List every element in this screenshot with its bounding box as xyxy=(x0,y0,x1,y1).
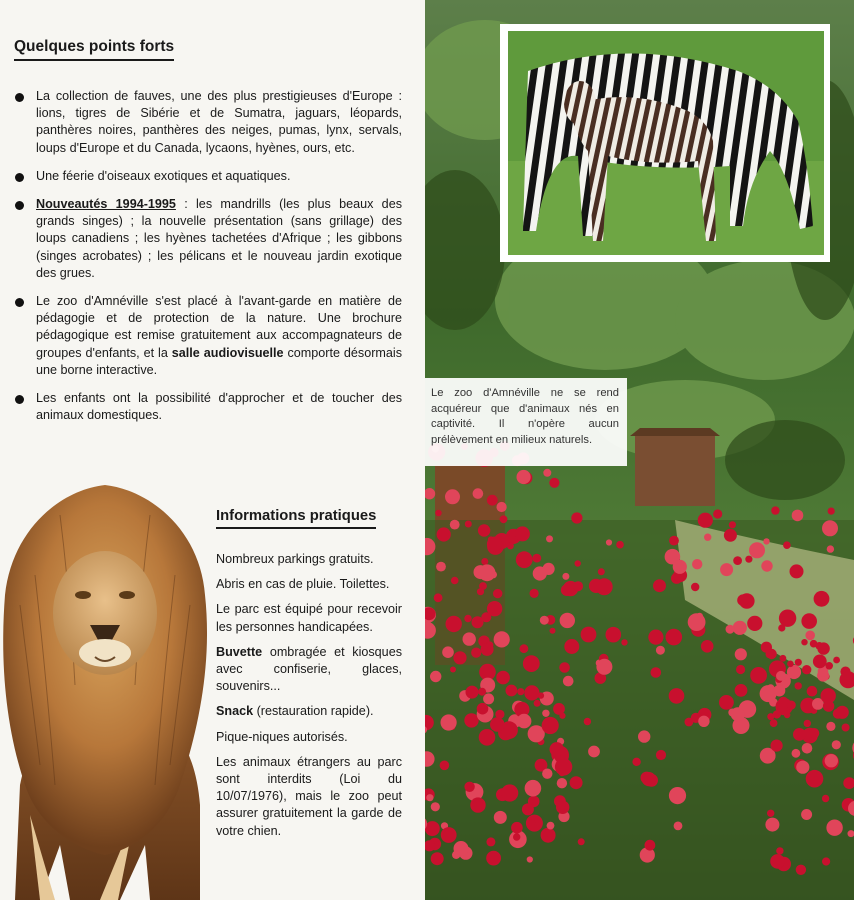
flower-blossom xyxy=(446,616,462,632)
flower-blossom xyxy=(588,746,600,758)
flower-blossom xyxy=(553,703,565,715)
flower-blossom xyxy=(547,831,554,838)
flower-blossom xyxy=(598,568,605,575)
flower-blossom xyxy=(425,821,440,836)
flower-blossom xyxy=(497,502,507,512)
flower-blossom xyxy=(511,822,523,834)
text-panel xyxy=(0,0,425,900)
flower-blossom xyxy=(513,833,520,840)
flower-blossom xyxy=(546,535,553,542)
flower-blossom xyxy=(464,782,474,792)
flower-blossom xyxy=(527,856,533,862)
flower-blossom xyxy=(704,534,711,541)
flower-blossom xyxy=(487,495,498,506)
flower-blossom xyxy=(669,688,685,704)
flower-blossom xyxy=(581,627,597,643)
flower-blossom xyxy=(550,628,556,634)
flower-blossom xyxy=(795,682,802,689)
flower-blossom xyxy=(792,510,804,522)
flower-blossom xyxy=(434,593,443,602)
flower-blossom xyxy=(578,838,585,845)
flower-blossom xyxy=(559,662,570,673)
lion-image xyxy=(0,485,215,900)
zebra-image xyxy=(508,31,824,255)
flower-blossom xyxy=(606,627,622,643)
flower-blossom xyxy=(549,478,559,488)
flower-blossom xyxy=(760,685,777,702)
flower-blossom xyxy=(713,509,722,518)
info-title: Informations pratiques xyxy=(216,508,376,529)
flower-blossom xyxy=(632,758,640,766)
flower-blossom xyxy=(771,740,783,752)
flower-blossom xyxy=(787,701,796,710)
flower-blossom xyxy=(749,542,765,558)
flower-blossom xyxy=(506,685,518,697)
flower-blossom xyxy=(767,810,774,817)
flower-blossom xyxy=(463,632,476,645)
highlights-list xyxy=(14,88,402,435)
flower-blossom xyxy=(642,772,656,786)
flower-blossom xyxy=(522,803,534,815)
flower-blossom xyxy=(450,520,460,530)
flower-blossom xyxy=(534,700,541,707)
flower-blossom xyxy=(431,852,444,865)
flower-blossom xyxy=(562,573,569,580)
flower-blossom xyxy=(770,854,785,869)
flower-blossom xyxy=(692,559,702,569)
flower-blossom xyxy=(486,837,495,846)
flower-blossom xyxy=(801,639,807,645)
flower-blossom xyxy=(813,655,827,669)
flower-blossom xyxy=(796,761,809,774)
flower-blossom xyxy=(766,649,776,659)
flower-blossom xyxy=(453,651,466,664)
flower-blossom xyxy=(441,714,457,730)
flower-blossom xyxy=(656,750,666,760)
flower-blossom xyxy=(648,630,663,645)
flower-blossom xyxy=(750,667,767,684)
flower-blossom xyxy=(826,722,835,731)
flower-blossom xyxy=(832,740,841,749)
flower-blossom xyxy=(833,657,840,664)
flower-blossom xyxy=(666,629,683,646)
flower-blossom xyxy=(441,827,457,843)
flower-blossom xyxy=(573,581,583,591)
flower-blossom xyxy=(479,564,496,581)
flower-blossom xyxy=(517,470,531,484)
flower-blossom xyxy=(735,648,747,660)
flower-blossom xyxy=(736,665,745,674)
flower-blossom xyxy=(776,847,783,854)
flower-blossom xyxy=(653,579,666,592)
flower-blossom xyxy=(530,589,539,598)
flower-blossom xyxy=(792,749,801,758)
flower-blossom xyxy=(606,539,612,545)
list-item: Nouveautés 1994-1995 : les mandrills (les plus beaux des grands singes) ; la nouvelle présentation (sans grillage) des loups canadiens ; les hyènes tachetées d'Afrique ; les gibbons (singes acrobates) ; les pélicans et le nouveau jardin exotique des grues. xyxy=(14,196,402,282)
flower-blossom xyxy=(478,688,486,696)
flower-blossom xyxy=(494,631,510,647)
flower-blossom xyxy=(765,818,779,832)
flower-blossom xyxy=(767,713,774,720)
flower-blossom xyxy=(802,743,813,754)
flower-blossom xyxy=(487,537,502,552)
flower-blossom xyxy=(731,707,745,721)
flower-blossom xyxy=(698,513,713,528)
flower-blossom xyxy=(822,857,830,865)
flower-blossom xyxy=(575,560,581,566)
flower-blossom xyxy=(688,613,706,631)
flower-blossom xyxy=(471,648,481,658)
flower-blossom xyxy=(724,529,737,542)
info-block: Nombreux parkings gratuits. Abris en cas de pluie. Toilettes. Le parc est équipé pour recevoir les personnes handicapées. Buvette ombragée et kiosques avec confiserie, glaces, souvenirs... Snack (restauration rapide). Pique-niques autorisés. Les animaux étrangers au parc sont interdits (Loi du 10/07/1976), mais le zoo peut assurer gratuitement la garde de votre chien. xyxy=(216,552,402,838)
flower-blossom xyxy=(464,615,471,622)
flower-blossom xyxy=(517,688,524,695)
flower-blossom xyxy=(807,686,818,697)
flower-blossom xyxy=(561,584,573,596)
flower-blossom xyxy=(426,794,433,801)
flower-blossom xyxy=(804,720,811,727)
list-item: Une féerie d'oiseaux exotiques et aquatiques. xyxy=(14,168,402,185)
flower-blossom xyxy=(450,667,456,673)
flower-blossom xyxy=(801,809,812,820)
flower-blossom xyxy=(477,703,489,715)
flower-blossom xyxy=(559,770,565,776)
flower-blossom xyxy=(828,508,835,515)
flower-blossom xyxy=(669,536,679,546)
flower-blossom xyxy=(645,840,656,851)
flower-blossom xyxy=(500,515,508,523)
flower-blossom xyxy=(525,780,542,797)
flower-blossom xyxy=(822,520,838,536)
flower-blossom xyxy=(501,784,518,801)
flower-blossom xyxy=(493,589,502,598)
flower-blossom xyxy=(481,558,488,565)
flower-blossom xyxy=(776,671,786,681)
flower-blossom xyxy=(817,642,829,654)
flower-blossom xyxy=(737,594,749,606)
flower-blossom xyxy=(563,676,574,687)
flower-blossom xyxy=(733,621,747,635)
flower-blossom xyxy=(790,564,804,578)
flower-blossom xyxy=(827,545,834,552)
flower-blossom xyxy=(733,556,742,565)
flower-blossom xyxy=(547,822,555,830)
flower-blossom xyxy=(490,717,505,732)
flower-blossom xyxy=(745,556,752,563)
flower-blossom xyxy=(836,706,849,719)
flower-blossom xyxy=(795,659,802,666)
flower-blossom xyxy=(440,761,450,771)
flower-blossom xyxy=(720,563,733,576)
flower-blossom xyxy=(564,639,579,654)
flower-blossom xyxy=(542,710,549,717)
flower-blossom xyxy=(477,588,484,595)
flower-blossom xyxy=(822,795,829,802)
flower-blossom xyxy=(616,541,624,549)
flower-blossom xyxy=(796,865,806,875)
flower-blossom xyxy=(442,646,454,658)
flower-blossom xyxy=(465,521,472,528)
flower-blossom xyxy=(543,469,551,477)
flower-blossom xyxy=(542,769,552,779)
flower-blossom xyxy=(821,688,836,703)
flower-blossom xyxy=(496,671,510,685)
flower-blossom xyxy=(669,787,686,804)
flower-blossom xyxy=(494,811,507,824)
list-item: La collection de fauves, une des plus prestigieuses d'Europe : lions, tigres de Sibérie et de Sumatra, jaguars, léopards, panthères noires, panthères des neiges, pumas, lynx, servals, loups d'Europe et du Canada, lycaons, hyènes, ours, etc. xyxy=(14,88,402,157)
list-item: Les enfants ont la possibilité d'approcher et de toucher des animaux domestiques. xyxy=(14,390,402,424)
flower-blossom xyxy=(770,719,778,727)
photo-caption: Le zoo d'Amnéville ne se rend acquéreur que d'animaux nés en captivité. Il n'opère aucun prélèvement en milieux naturels. xyxy=(425,378,627,466)
audiovisual-label: salle audiovisuelle xyxy=(171,345,284,360)
flower-blossom xyxy=(656,646,665,655)
flower-blossom xyxy=(452,851,460,859)
flower-blossom xyxy=(719,695,734,710)
flower-blossom xyxy=(763,538,769,544)
flower-blossom xyxy=(487,601,502,616)
flower-blossom xyxy=(466,686,479,699)
flower-blossom xyxy=(486,641,493,648)
flower-blossom xyxy=(787,661,794,668)
flower-blossom xyxy=(550,742,564,756)
flower-blossom xyxy=(806,770,824,788)
flower-blossom xyxy=(540,616,549,625)
flower-blossom xyxy=(557,778,567,788)
flower-blossom xyxy=(726,625,735,634)
flower-blossom xyxy=(685,718,694,727)
flower-blossom xyxy=(483,693,494,704)
flower-blossom xyxy=(735,684,748,697)
flower-blossom xyxy=(596,659,612,675)
flower-blossom xyxy=(621,639,627,645)
flower-blossom xyxy=(584,718,591,725)
flower-blossom xyxy=(774,685,786,697)
flower-blossom xyxy=(516,551,533,568)
flower-blossom xyxy=(520,644,529,653)
flower-blossom xyxy=(556,801,569,814)
flower-blossom xyxy=(596,578,613,595)
flower-blossom xyxy=(674,822,683,831)
flower-blossom xyxy=(825,662,833,670)
flower-blossom xyxy=(473,488,484,499)
flower-blossom xyxy=(560,613,575,628)
flower-blossom xyxy=(793,728,806,741)
flower-blossom xyxy=(430,671,441,682)
flower-blossom xyxy=(805,631,815,641)
flower-blossom xyxy=(698,716,709,727)
flower-blossom xyxy=(825,754,838,767)
flower-blossom xyxy=(779,610,796,627)
flower-blossom xyxy=(524,685,539,700)
flower-blossom xyxy=(571,512,582,523)
flower-blossom xyxy=(780,655,787,662)
flower-blossom xyxy=(472,616,484,628)
flower-blossom xyxy=(809,728,819,738)
flower-blossom xyxy=(691,583,699,591)
flower-blossom xyxy=(431,802,440,811)
flower-blossom xyxy=(814,591,830,607)
flower-blossom xyxy=(529,819,535,825)
flower-blossom xyxy=(673,560,687,574)
flower-blossom xyxy=(651,667,662,678)
flower-blossom xyxy=(445,489,460,504)
flower-blossom xyxy=(523,655,540,672)
flower-blossom xyxy=(783,541,791,549)
news-label: Nouveautés 1994-1995 xyxy=(36,197,176,212)
flower-blossom xyxy=(826,820,842,836)
flower-blossom xyxy=(470,797,485,812)
flower-blossom xyxy=(495,710,504,719)
flower-blossom xyxy=(729,521,736,528)
flower-blossom xyxy=(464,713,478,727)
flower-blossom xyxy=(638,730,650,742)
flower-blossom xyxy=(515,526,530,541)
flower-blossom xyxy=(701,640,714,653)
flower-blossom xyxy=(486,851,501,866)
flower-blossom xyxy=(570,776,583,789)
flower-blossom xyxy=(761,560,772,571)
list-item: Le zoo d'Amnéville s'est placé à l'avant-garde en matière de pédagogie et de protection de la nature. Une brochure pédagogique est remise gratuitement aux accompagnateurs de groupes d'enfants, et la salle audiovisuelle comporte désormais une borne interactive. xyxy=(14,293,402,379)
flower-blossom xyxy=(451,577,459,585)
flower-blossom xyxy=(532,554,541,563)
flower-blossom xyxy=(542,717,559,734)
flower-blossom xyxy=(479,729,496,746)
flower-blossom xyxy=(435,510,441,516)
flower-blossom xyxy=(802,665,811,674)
highlights-title: Quelques points forts xyxy=(14,38,174,61)
flower-blossom xyxy=(842,724,850,732)
flower-blossom xyxy=(801,613,817,629)
flower-blossom xyxy=(517,714,532,729)
flower-blossom xyxy=(533,566,547,580)
flower-blossom xyxy=(747,616,762,631)
flower-blossom xyxy=(771,506,779,514)
flower-blossom xyxy=(436,562,446,572)
flower-blossom xyxy=(478,524,490,536)
flower-blossom xyxy=(437,527,451,541)
